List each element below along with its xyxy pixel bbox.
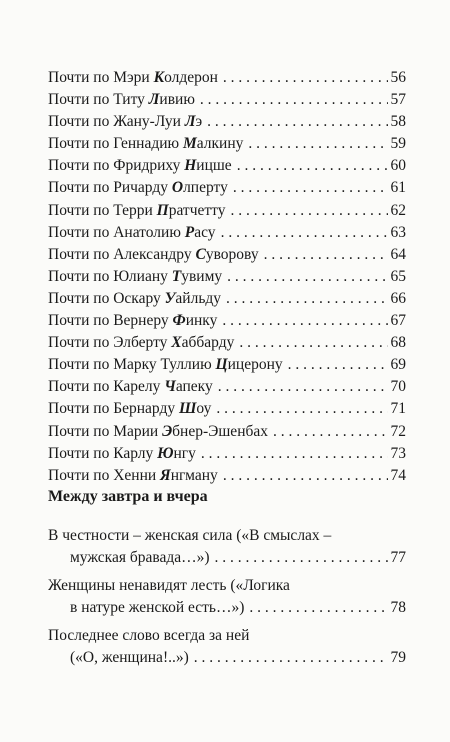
toc-entry-rest: бнер-Эшенбах xyxy=(172,422,269,440)
toc-entry xyxy=(48,133,406,155)
toc-entry-title xyxy=(48,111,202,133)
section-entry-line2-row xyxy=(48,597,406,619)
toc-entry-page: 62 xyxy=(390,201,406,219)
toc-list xyxy=(48,67,406,487)
section-entries xyxy=(48,525,406,675)
toc-entry-rest: нгу xyxy=(173,444,196,462)
toc-entry-title xyxy=(48,354,283,376)
toc-entry xyxy=(48,177,406,199)
dot-leader xyxy=(233,177,388,199)
toc-entry xyxy=(48,332,406,354)
toc-entry-title xyxy=(48,465,218,487)
dot-leader xyxy=(264,244,388,266)
section-entry xyxy=(48,625,406,669)
toc-entry-initial: У xyxy=(164,289,176,307)
toc-entry-prefix: Почти по Жану-Луи xyxy=(48,113,185,131)
dot-leader xyxy=(223,465,388,487)
toc-entry xyxy=(48,288,406,310)
toc-entry-rest: асу xyxy=(194,223,216,241)
toc-entry-page: 68 xyxy=(390,334,406,352)
toc-entry-title xyxy=(48,376,213,398)
toc-entry-rest: нгману xyxy=(170,466,218,484)
toc-entry-rest: э xyxy=(195,113,203,131)
toc-entry-page: 65 xyxy=(390,267,406,285)
toc-entry-rest: ивию xyxy=(159,91,195,109)
toc-entry-initial: Р xyxy=(184,223,195,241)
toc-entry-prefix: Почти по Марку Туллию xyxy=(48,356,216,374)
section-title: Между завтра и вчера xyxy=(48,488,208,505)
toc-entry xyxy=(48,89,406,111)
toc-entry-title xyxy=(48,89,195,111)
toc-entry-rest: оу xyxy=(196,400,212,418)
toc-entry xyxy=(48,443,406,465)
toc-entry-rest: ратчетту xyxy=(168,201,226,219)
toc-entry-prefix: Почти по Вернеру xyxy=(48,312,173,330)
toc-entry xyxy=(48,222,406,244)
toc-entry-title xyxy=(48,222,216,244)
toc-entry-initial: Ч xyxy=(164,378,176,396)
dot-leader xyxy=(221,222,388,244)
toc-entry-prefix: Почти по Марии xyxy=(48,422,163,440)
toc-entry-rest: ицерону xyxy=(227,356,283,374)
toc-entry-title xyxy=(48,288,221,310)
dot-leader xyxy=(222,310,387,332)
toc-entry-initial: П xyxy=(156,201,169,219)
toc-entry-page: 64 xyxy=(390,245,406,263)
toc-entry-page: 60 xyxy=(390,157,406,175)
toc-entry-initial: С xyxy=(195,245,206,263)
toc-entry-title xyxy=(48,67,218,89)
toc-entry-title xyxy=(48,200,225,222)
section-entry-line1: В честности – женская сила («В смыслах – xyxy=(48,527,332,544)
toc-entry-prefix: Почти по Фридриху xyxy=(48,157,185,175)
toc-entry-title xyxy=(48,177,228,199)
dot-leader xyxy=(218,376,388,398)
toc-entry-title xyxy=(48,398,211,420)
toc-entry-prefix: Почти по Юлиану xyxy=(48,267,172,285)
toc-entry-page: 59 xyxy=(390,135,406,153)
toc-entry-rest: айльду xyxy=(175,289,222,307)
toc-entry-prefix: Почти по Хенни xyxy=(48,466,161,484)
toc-entry-rest: увиму xyxy=(181,267,223,285)
section-entry-line2-row xyxy=(48,547,406,569)
toc-entry-page: 58 xyxy=(390,113,406,131)
toc-entry-title xyxy=(48,443,196,465)
toc-entry-page: 61 xyxy=(390,179,406,197)
toc-entry-rest: алкину xyxy=(196,135,244,153)
toc-entry xyxy=(48,200,406,222)
dot-leader xyxy=(201,443,388,465)
toc-entry-title xyxy=(48,155,232,177)
toc-entry xyxy=(48,465,406,487)
toc-entry-title xyxy=(48,421,268,443)
toc-entry-title xyxy=(48,133,243,155)
toc-entry-prefix: Почти по Оскару xyxy=(48,289,165,307)
toc-entry xyxy=(48,67,406,89)
toc-entry-prefix: Почти по Терри xyxy=(48,201,157,219)
toc-entry-rest: олдерон xyxy=(164,69,218,86)
toc-entry-title xyxy=(48,332,234,354)
section-entry xyxy=(48,525,406,569)
toc-entry xyxy=(48,111,406,133)
toc-entry-page: 56 xyxy=(390,69,406,86)
toc-entry xyxy=(48,398,406,420)
toc-entry-page: 71 xyxy=(390,400,406,418)
toc-entry-title xyxy=(48,244,259,266)
section-entry-line2: («О, женщина!..») xyxy=(70,649,189,667)
toc-entry-initial: Ю xyxy=(157,444,174,462)
section-entry-line2-row xyxy=(48,647,406,669)
toc-entry-initial: Э xyxy=(162,422,173,440)
dot-leader xyxy=(226,288,387,310)
dot-leader xyxy=(194,647,388,669)
toc-entry-initial: Л xyxy=(148,91,160,109)
toc-entry-rest: ицше xyxy=(196,157,232,175)
dot-leader xyxy=(237,155,388,177)
toc-entry-page: 73 xyxy=(390,444,406,462)
toc-entry-prefix: Почти по Карлу xyxy=(48,444,158,462)
toc-entry xyxy=(48,244,406,266)
toc-entry-page: 63 xyxy=(390,223,406,241)
toc-entry-initial: Т xyxy=(171,267,182,285)
toc-entry-initial: Ф xyxy=(172,312,186,330)
section-entry-line1: Последнее слово всегда за ней xyxy=(48,627,250,645)
toc-entry-page: 57 xyxy=(390,91,406,109)
dot-leader xyxy=(273,421,387,443)
toc-entry-page: 72 xyxy=(390,422,406,440)
toc-entry-prefix: Почти по Бернарду xyxy=(48,400,179,418)
toc-entry-title xyxy=(48,310,217,332)
section-entry-page: 77 xyxy=(390,549,406,566)
toc-entry-rest: апеку xyxy=(175,378,213,396)
toc-entry-rest: уворову xyxy=(205,245,259,263)
toc-entry-page: 70 xyxy=(390,378,406,396)
toc-entry-initial: Х xyxy=(171,334,182,352)
toc-entry-prefix: Почти по Ричарду xyxy=(48,179,172,197)
section-entry-page: 79 xyxy=(390,649,406,667)
toc-entry-initial: Ш xyxy=(178,400,197,418)
toc-entry-rest: лперту xyxy=(183,179,228,197)
dot-leader xyxy=(215,547,388,569)
toc-entry xyxy=(48,155,406,177)
toc-entry xyxy=(48,266,406,288)
toc-entry-prefix: Почти по Титу xyxy=(48,91,149,109)
toc-entry-title xyxy=(48,266,222,288)
toc-entry xyxy=(48,421,406,443)
dot-leader xyxy=(227,266,387,288)
section-entry-page: 78 xyxy=(390,599,406,617)
section-entry xyxy=(48,575,406,619)
toc-entry-prefix: Почти по Анатолию xyxy=(48,223,185,241)
dot-leader xyxy=(223,67,388,89)
toc-entry-initial: М xyxy=(182,135,197,153)
dot-leader xyxy=(288,354,388,376)
toc-entry-initial: О xyxy=(171,179,184,197)
dot-leader xyxy=(239,332,387,354)
toc-entry-initial: Ц xyxy=(215,356,228,374)
toc-entry-page: 69 xyxy=(390,356,406,374)
toc-entry-page: 67 xyxy=(390,312,406,330)
section-entry-line1: Женщины ненавидят лесть («Логика xyxy=(48,577,290,595)
toc-entry-initial: Л xyxy=(184,113,196,131)
section-entry-line2: в натуре женской есть…») xyxy=(70,599,245,617)
toc-entry xyxy=(48,376,406,398)
toc-entry-prefix: Почти по Элберту xyxy=(48,334,172,352)
dot-leader xyxy=(216,398,387,420)
toc-entry-page: 74 xyxy=(390,466,406,484)
dot-leader xyxy=(248,133,387,155)
toc-entry-initial: Я xyxy=(160,466,171,484)
toc-entry-initial: К xyxy=(153,69,165,86)
toc-entry-rest: аббарду xyxy=(181,334,235,352)
dot-leader xyxy=(200,89,388,111)
dot-leader xyxy=(249,597,387,619)
toc-entry-prefix: Почти по Геннадию xyxy=(48,135,183,153)
toc-entry xyxy=(48,310,406,332)
toc-entry-rest: инку xyxy=(185,312,218,330)
dot-leader xyxy=(207,111,387,133)
toc-entry-initial: Н xyxy=(184,157,197,175)
toc-entry-prefix: Почти по Карелу xyxy=(48,378,165,396)
toc-entry-page: 66 xyxy=(390,289,406,307)
toc-entry-prefix: Почти по Мэри xyxy=(48,69,154,86)
dot-leader xyxy=(230,200,387,222)
section-entry-line2: мужская бравада…») xyxy=(70,549,210,566)
toc-entry-prefix: Почти по Александру xyxy=(48,245,196,263)
toc-entry xyxy=(48,354,406,376)
